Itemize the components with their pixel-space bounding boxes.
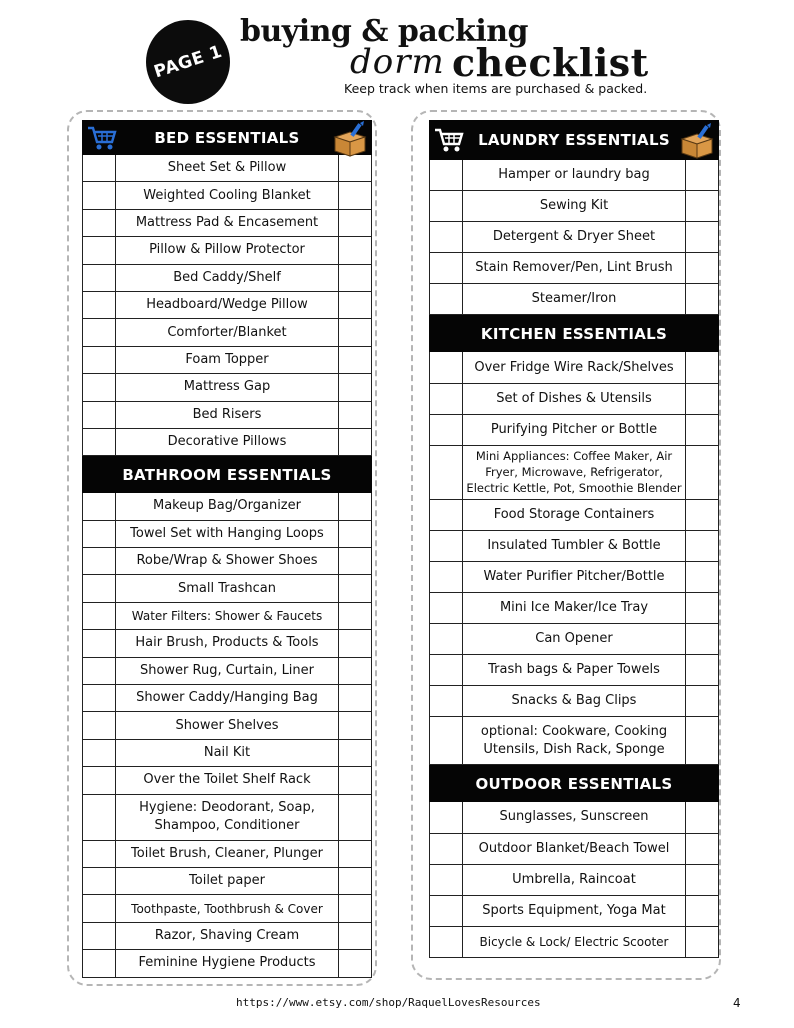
purchased-checkbox[interactable]: [83, 868, 116, 894]
purchased-checkbox[interactable]: [430, 160, 463, 190]
checklist-row: [82, 265, 372, 292]
packed-checkbox[interactable]: [685, 624, 718, 654]
item-label: Bed Risers: [192, 406, 262, 422]
packed-checkbox[interactable]: [685, 531, 718, 561]
item-label: Razor, Shaving Cream: [154, 927, 300, 943]
section-header-outdoor: [429, 765, 719, 802]
checklist-row: [82, 895, 372, 922]
packing-box-icon: [679, 123, 715, 159]
item-label: Snacks & Bag Clips: [511, 693, 637, 709]
checklist-row: [82, 685, 372, 712]
packed-checkbox[interactable]: [338, 237, 371, 263]
purchased-checkbox[interactable]: [430, 500, 463, 530]
checklist-row: [429, 593, 719, 624]
checklist-row: [82, 767, 372, 794]
purchased-checkbox[interactable]: [430, 284, 463, 314]
page-badge: [146, 20, 230, 104]
checklist-row: [82, 712, 372, 739]
item-label: Mattress Pad & Encasement: [135, 214, 319, 230]
checklist-row: [429, 415, 719, 446]
packed-checkbox[interactable]: [685, 896, 718, 926]
item-label: Bed Caddy/Shelf: [173, 269, 281, 285]
item-label: Stain Remover/Pen, Lint Brush: [475, 260, 673, 276]
purchased-checkbox[interactable]: [83, 740, 116, 766]
item-label: Foam Topper: [185, 351, 269, 367]
purchased-checkbox[interactable]: [83, 575, 116, 601]
right-column-frame: [411, 110, 721, 980]
shopping-cart-icon: [86, 124, 118, 152]
section-title-bed: BED ESSENTIALS: [154, 128, 300, 147]
checklist-row: [429, 717, 719, 765]
item-label: Over Fridge Wire Rack/Shelves: [474, 359, 674, 375]
packed-checkbox[interactable]: [338, 575, 371, 601]
item-label: Insulated Tumbler & Bottle: [487, 537, 661, 553]
checklist-row: [82, 155, 372, 182]
purchased-checkbox[interactable]: [430, 191, 463, 221]
packed-checkbox[interactable]: [685, 415, 718, 445]
purchased-checkbox[interactable]: [430, 352, 463, 382]
purchased-checkbox[interactable]: [83, 795, 116, 840]
checklist-row: [429, 834, 719, 865]
left-column-frame: [67, 110, 377, 986]
packed-checkbox[interactable]: [338, 795, 371, 840]
purchased-checkbox[interactable]: [430, 415, 463, 445]
packed-checkbox[interactable]: [685, 384, 718, 414]
item-label: Mini Ice Maker/Ice Tray: [499, 600, 649, 616]
checklist-row: [429, 160, 719, 191]
packed-checkbox[interactable]: [338, 685, 371, 711]
checklist-row: [429, 500, 719, 531]
purchased-checkbox[interactable]: [83, 155, 116, 181]
packed-checkbox[interactable]: [338, 868, 371, 894]
item-label: Hair Brush, Products & Tools: [135, 635, 319, 651]
packed-checkbox[interactable]: [338, 603, 371, 629]
left-checklist-table: [82, 120, 372, 978]
packed-checkbox[interactable]: [338, 402, 371, 428]
checklist-row: [82, 630, 372, 657]
checklist-row: [82, 210, 372, 237]
packed-checkbox[interactable]: [685, 593, 718, 623]
bathroom-items-list: [82, 493, 372, 977]
packed-checkbox[interactable]: [338, 767, 371, 793]
purchased-checkbox[interactable]: [430, 865, 463, 895]
checklist-row: [82, 575, 372, 602]
packed-checkbox[interactable]: [685, 834, 718, 864]
packed-checkbox[interactable]: [685, 191, 718, 221]
checklist-row: [82, 402, 372, 429]
purchased-checkbox[interactable]: [83, 237, 116, 263]
item-label: Sunglasses, Sunscreen: [499, 809, 649, 825]
title-line-1: buying & packing: [240, 14, 529, 49]
checklist-row: [429, 446, 719, 500]
packed-checkbox[interactable]: [338, 374, 371, 400]
checklist-row: [429, 284, 719, 315]
packed-checkbox[interactable]: [338, 923, 371, 949]
packed-checkbox[interactable]: [685, 352, 718, 382]
packed-checkbox[interactable]: [338, 630, 371, 656]
purchased-checkbox[interactable]: [83, 429, 116, 455]
packed-checkbox[interactable]: [685, 160, 718, 190]
purchased-checkbox[interactable]: [430, 686, 463, 716]
packed-checkbox[interactable]: [338, 155, 371, 181]
bed-items-list: [82, 155, 372, 456]
shopping-cart-icon: [433, 126, 465, 154]
item-label: Outdoor Blanket/Beach Towel: [478, 840, 670, 856]
item-label: Mattress Gap: [183, 379, 271, 395]
section-title-outdoor: OUTDOOR ESSENTIALS: [475, 774, 673, 793]
checklist-row: [429, 562, 719, 593]
item-label: Towel Set with Hanging Loops: [130, 525, 324, 541]
checklist-row: [82, 795, 372, 841]
section-title-kitchen: KITCHEN ESSENTIALS: [480, 324, 668, 343]
purchased-checkbox[interactable]: [430, 531, 463, 561]
purchased-checkbox[interactable]: [83, 210, 116, 236]
checklist-row: [82, 347, 372, 374]
section-title-bathroom: BATHROOM ESSENTIALS: [122, 465, 332, 484]
purchased-checkbox[interactable]: [83, 712, 116, 738]
item-label: Bicycle & Lock/ Electric Scooter: [479, 934, 669, 949]
purchased-checkbox[interactable]: [430, 593, 463, 623]
packed-checkbox[interactable]: [338, 841, 371, 867]
packed-checkbox[interactable]: [338, 548, 371, 574]
checklist-row: [429, 896, 719, 927]
packed-checkbox[interactable]: [685, 222, 718, 252]
item-label: Detergent & Dryer Sheet: [492, 229, 656, 245]
item-label: Nail Kit: [203, 745, 251, 760]
checklist-row: [429, 624, 719, 655]
packed-checkbox[interactable]: [338, 265, 371, 291]
purchased-checkbox[interactable]: [83, 630, 116, 656]
purchased-checkbox[interactable]: [83, 493, 116, 519]
purchased-checkbox[interactable]: [83, 374, 116, 400]
purchased-checkbox[interactable]: [83, 548, 116, 574]
packed-checkbox[interactable]: [685, 802, 718, 832]
packed-checkbox[interactable]: [338, 347, 371, 373]
packed-checkbox[interactable]: [338, 429, 371, 455]
packed-checkbox[interactable]: [338, 521, 371, 547]
checklist-row: [429, 655, 719, 686]
checklist-row: [82, 319, 372, 346]
checklist-row: [82, 374, 372, 401]
checklist-row: [82, 429, 372, 456]
subtitle: Keep track when items are purchased & packed.: [344, 81, 648, 96]
item-label: Water Filters: Shower & Faucets: [131, 609, 323, 624]
page-number: 4: [733, 996, 741, 1010]
item-label: Trash bags & Paper Towels: [488, 662, 660, 678]
packed-checkbox[interactable]: [338, 292, 371, 318]
packed-checkbox[interactable]: [685, 562, 718, 592]
item-label: Shower Rug, Curtain, Liner: [139, 662, 315, 678]
item-label: Pillow & Pillow Protector: [149, 242, 305, 258]
item-label: Sports Equipment, Yoga Mat: [482, 902, 666, 918]
item-label: Decorative Pillows: [167, 434, 287, 450]
purchased-checkbox[interactable]: [83, 923, 116, 949]
item-label: Toilet Brush, Cleaner, Plunger: [131, 845, 323, 861]
item-label: Set of Dishes & Utensils: [496, 390, 652, 406]
checklist-row: [82, 603, 372, 630]
item-label: Hamper or laundry bag: [498, 167, 650, 183]
checklist-row: [429, 531, 719, 562]
item-label: Can Opener: [535, 631, 613, 647]
packed-checkbox[interactable]: [685, 446, 718, 499]
packed-checkbox[interactable]: [338, 493, 371, 519]
item-label: Feminine Hygiene Products: [138, 955, 316, 971]
item-label: Small Trashcan: [178, 580, 276, 596]
packed-checkbox[interactable]: [338, 895, 371, 921]
item-label: Shower Caddy/Hanging Bag: [136, 690, 318, 706]
checklist-row: [82, 740, 372, 767]
purchased-checkbox[interactable]: [83, 658, 116, 684]
item-label: Over the Toilet Shelf Rack: [143, 772, 311, 788]
purchased-checkbox[interactable]: [83, 265, 116, 291]
item-label: Purifying Pitcher or Bottle: [490, 421, 658, 437]
packed-checkbox[interactable]: [338, 740, 371, 766]
purchased-checkbox[interactable]: [430, 222, 463, 252]
purchased-checkbox[interactable]: [430, 927, 463, 957]
purchased-checkbox[interactable]: [430, 834, 463, 864]
checklist-row: [82, 658, 372, 685]
packed-checkbox[interactable]: [338, 950, 371, 976]
packed-checkbox[interactable]: [338, 658, 371, 684]
kitchen-items-list: [429, 352, 719, 765]
section-header-kitchen: [429, 315, 719, 352]
packed-checkbox[interactable]: [338, 210, 371, 236]
purchased-checkbox[interactable]: [83, 347, 116, 373]
section-header-laundry: [429, 120, 719, 160]
purchased-checkbox[interactable]: [83, 685, 116, 711]
checklist-row: [82, 923, 372, 950]
purchased-checkbox[interactable]: [83, 895, 116, 921]
packed-checkbox[interactable]: [685, 253, 718, 283]
item-label: optional: Cookware, Cooking Utensils, Dish Rack, Sponge: [480, 723, 668, 757]
item-label: Toothpaste, Toothbrush & Cover: [131, 901, 323, 916]
item-label: Sewing Kit: [539, 198, 609, 214]
checklist-row: [82, 548, 372, 575]
packed-checkbox[interactable]: [338, 712, 371, 738]
checklist-row: [82, 950, 372, 977]
purchased-checkbox[interactable]: [430, 655, 463, 685]
checklist-row: [429, 191, 719, 222]
packed-checkbox[interactable]: [338, 182, 371, 208]
checklist-row: [82, 292, 372, 319]
checklist-row: [429, 253, 719, 284]
checklist-row: [429, 686, 719, 717]
item-label: Robe/Wrap & Shower Shoes: [136, 553, 318, 569]
checklist-row: [429, 352, 719, 383]
item-label: Sheet Set & Pillow: [167, 160, 287, 176]
checklist-row: [429, 384, 719, 415]
packed-checkbox[interactable]: [685, 717, 718, 764]
purchased-checkbox[interactable]: [430, 446, 463, 499]
title-bold: checklist: [452, 40, 649, 85]
checklist-row: [429, 865, 719, 896]
purchased-checkbox[interactable]: [430, 624, 463, 654]
packed-checkbox[interactable]: [685, 655, 718, 685]
item-label: Water Purifier Pitcher/Bottle: [483, 568, 665, 584]
checklist-row: [429, 222, 719, 253]
item-label: Makeup Bag/Organizer: [153, 498, 301, 514]
purchased-checkbox[interactable]: [83, 292, 116, 318]
checklist-row: [82, 868, 372, 895]
packing-box-icon: [332, 121, 368, 157]
purchased-checkbox[interactable]: [83, 603, 116, 629]
section-title-laundry: LAUNDRY ESSENTIALS: [478, 131, 670, 149]
laundry-items-list: [429, 160, 719, 315]
purchased-checkbox[interactable]: [83, 950, 116, 976]
item-label: Headboard/Wedge Pillow: [146, 297, 308, 313]
purchased-checkbox[interactable]: [83, 521, 116, 547]
item-label: Food Storage Containers: [493, 506, 655, 522]
packed-checkbox[interactable]: [685, 686, 718, 716]
packed-checkbox[interactable]: [338, 319, 371, 345]
section-header-bathroom: [82, 456, 372, 493]
item-label: Steamer/Iron: [531, 291, 617, 307]
purchased-checkbox[interactable]: [430, 802, 463, 832]
packed-checkbox[interactable]: [685, 865, 718, 895]
checklist-row: [82, 493, 372, 520]
section-header-bed: [82, 120, 372, 155]
page-badge-label: PAGE 1: [151, 41, 225, 83]
purchased-checkbox[interactable]: [430, 896, 463, 926]
footer-url: https://www.etsy.com/shop/RaquelLovesResources: [236, 996, 541, 1009]
purchased-checkbox[interactable]: [430, 253, 463, 283]
item-label: Toilet paper: [189, 873, 265, 889]
checklist-row: [429, 927, 719, 958]
purchased-checkbox[interactable]: [83, 182, 116, 208]
packed-checkbox[interactable]: [685, 500, 718, 530]
item-label: Umbrella, Raincoat: [512, 871, 636, 887]
item-label: Shower Shelves: [175, 717, 279, 733]
purchased-checkbox[interactable]: [83, 767, 116, 793]
packed-checkbox[interactable]: [685, 284, 718, 314]
right-checklist-table: [429, 120, 719, 958]
purchased-checkbox[interactable]: [430, 717, 463, 764]
checklist-row: [82, 182, 372, 209]
item-label: Mini Appliances: Coffee Maker, Air Fryer, Microwave, Refrigerator, Electric Kettle, Pot, Smoothie Blender: [466, 449, 682, 496]
checklist-row: [82, 841, 372, 868]
item-label: Weighted Cooling Blanket: [143, 187, 311, 203]
outdoor-items-list: [429, 802, 719, 957]
purchased-checkbox[interactable]: [83, 841, 116, 867]
title-script: dorm: [350, 42, 445, 82]
checklist-row: [82, 521, 372, 548]
item-label: Hygiene: Deodorant, Soap, Shampoo, Conditioner: [139, 800, 315, 834]
purchased-checkbox[interactable]: [430, 562, 463, 592]
packed-checkbox[interactable]: [685, 927, 718, 957]
purchased-checkbox[interactable]: [430, 384, 463, 414]
purchased-checkbox[interactable]: [83, 402, 116, 428]
item-label: Comforter/Blanket: [167, 324, 287, 340]
checklist-row: [429, 802, 719, 833]
purchased-checkbox[interactable]: [83, 319, 116, 345]
checklist-row: [82, 237, 372, 264]
